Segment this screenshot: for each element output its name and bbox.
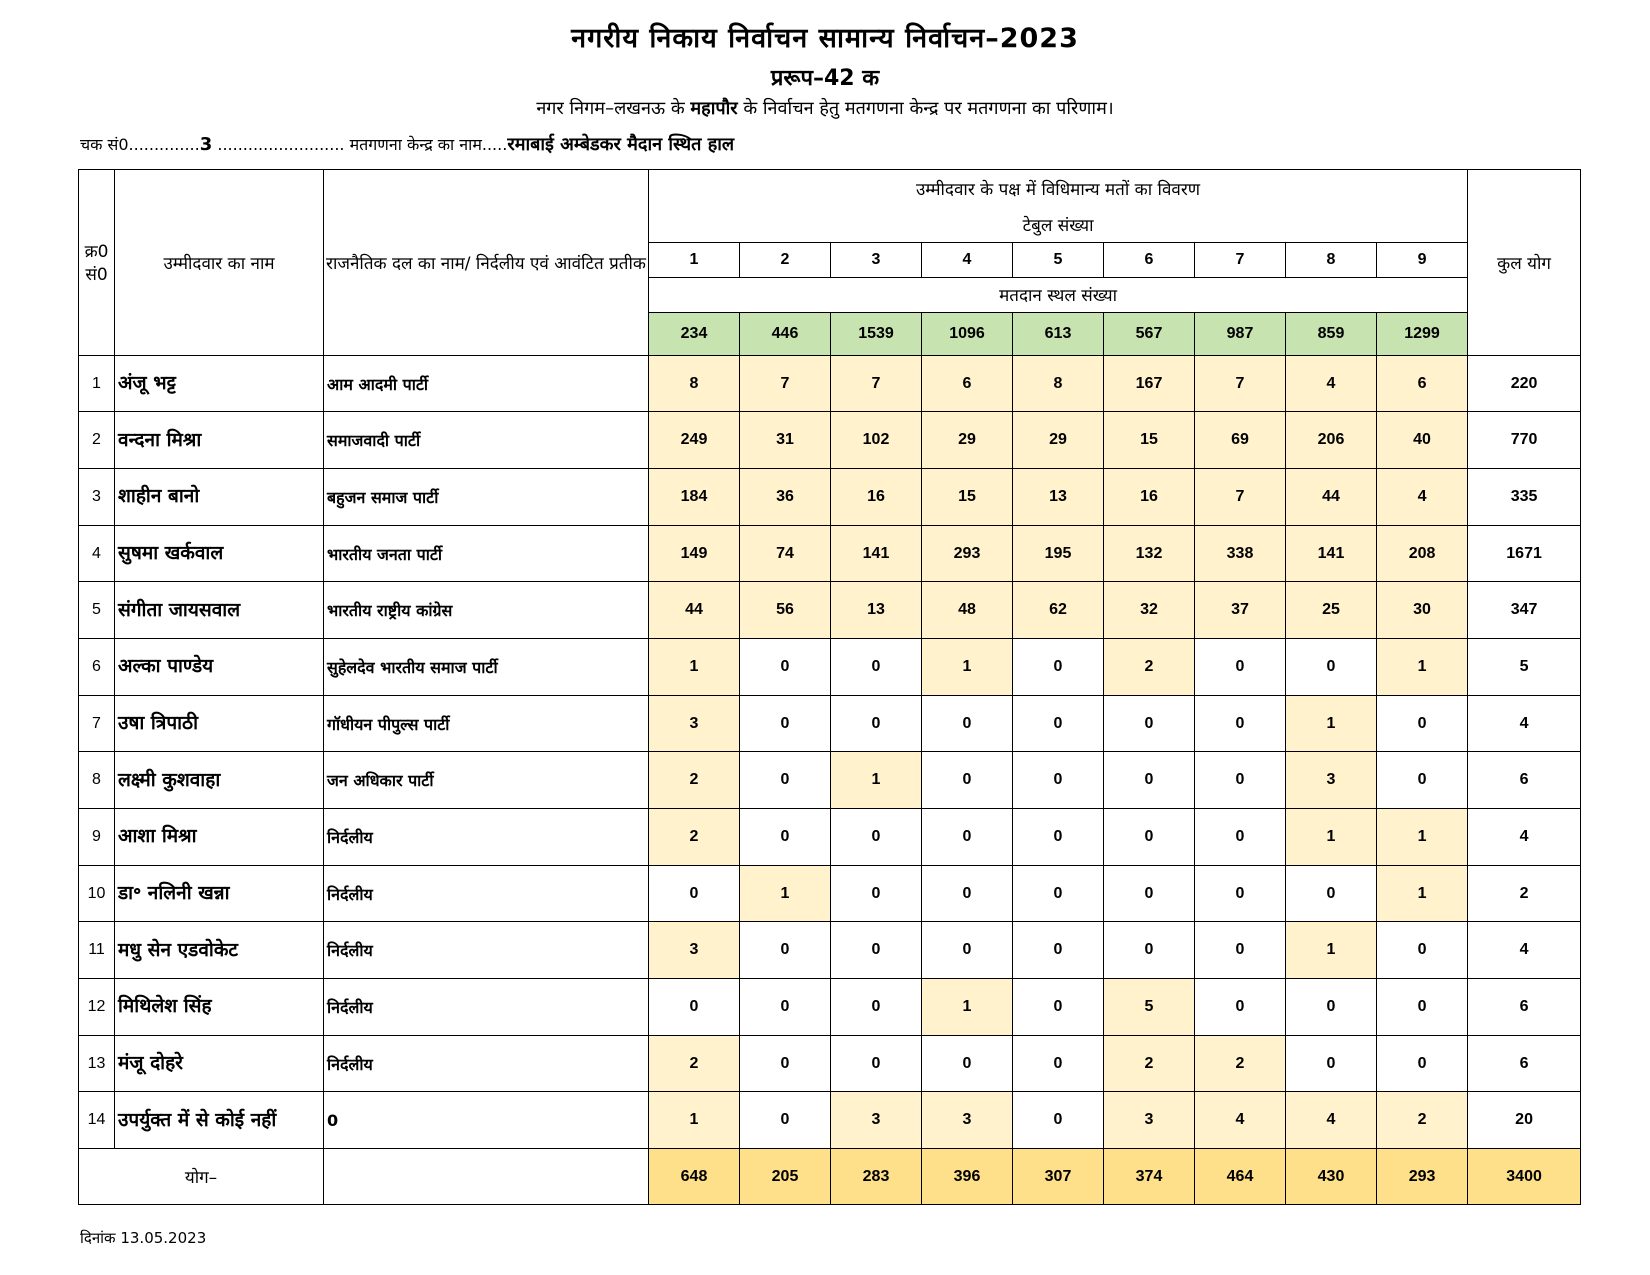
vote-cell: 1 [922,639,1013,696]
vote-cell: 0 [1195,752,1286,809]
vote-cell: 0 [740,1092,831,1149]
vote-cell: 16 [1104,469,1195,526]
vote-cell: 0 [922,922,1013,979]
row-sn: 5 [79,582,115,639]
vote-cell: 0 [922,809,1013,866]
vote-cell: 7 [831,355,922,412]
vote-cell: 32 [1104,582,1195,639]
vote-cell: 31 [740,412,831,469]
vote-cell: 338 [1195,525,1286,582]
vote-cell: 0 [1013,639,1104,696]
candidate-name: मिथिलेश सिंह [115,979,324,1036]
vote-cell: 3 [649,695,740,752]
vote-cell: 40 [1377,412,1468,469]
row-sn: 10 [79,865,115,922]
candidate-name: मंजू दोहरे [115,1035,324,1092]
vote-cell: 2 [1195,1035,1286,1092]
vote-cell: 2 [1104,1035,1195,1092]
table-number-9: 9 [1377,243,1468,278]
party-name: भारतीय राष्ट्रीय कांग्रेस [324,582,649,639]
table-row [79,865,1581,922]
party-name: बहुजन समाज पार्टी [324,469,649,526]
vote-cell: 3 [649,922,740,979]
candidate-name: शाहीन बानो [115,469,324,526]
row-total: 335 [1468,469,1581,526]
party-name: निर्दलीय [324,1035,649,1092]
vote-cell: 0 [1286,1035,1377,1092]
candidate-name: अंजू भट्ट [115,355,324,412]
row-sn: 11 [79,922,115,979]
table-row [79,809,1581,866]
candidate-name: आशा मिश्रा [115,809,324,866]
table-number-5: 5 [1013,243,1104,278]
row-sn: 14 [79,1092,115,1149]
vote-cell: 1 [1377,865,1468,922]
row-total: 4 [1468,922,1581,979]
row-sn: 6 [79,639,115,696]
vote-cell: 1 [831,752,922,809]
header-table-no-label: टेबुल संख्या [649,206,1468,243]
vote-cell: 1 [1377,809,1468,866]
vote-cell: 25 [1286,582,1377,639]
party-name: समाजवादी पार्टी [324,412,649,469]
vote-cell: 0 [1195,809,1286,866]
candidate-name: मधु सेन एडवोकेट [115,922,324,979]
column-total: 293 [1377,1149,1468,1205]
vote-cell: 2 [1104,639,1195,696]
vote-cell: 0 [1013,865,1104,922]
centre-label: ......................... मतगणना केन्द्र का नाम..... [212,135,508,154]
centre-value: रमाबाई अम्बेडकर मैदान स्थित हाल [507,134,735,155]
vote-cell: 0 [1104,809,1195,866]
party-name: आम आदमी पार्टी [324,355,649,412]
header-candidate-name: उम्मीदवार का नाम [115,170,324,356]
vote-cell: 5 [1104,979,1195,1036]
party-name: निर्दलीय [324,809,649,866]
row-sn: 2 [79,412,115,469]
vote-cell: 15 [922,469,1013,526]
vote-cell: 0 [740,1035,831,1092]
vote-cell: 0 [1286,865,1377,922]
vote-cell: 249 [649,412,740,469]
vote-cell: 0 [831,979,922,1036]
vote-cell: 0 [831,639,922,696]
vote-cell: 0 [1377,979,1468,1036]
row-total: 6 [1468,1035,1581,1092]
header-group-title: उम्मीदवार के पक्ष में विधिमान्य मतों का विवरण [649,170,1468,207]
vote-cell: 0 [649,979,740,1036]
vote-cell: 0 [831,922,922,979]
desc-pre: नगर निगम–लखनऊ के [536,98,691,119]
candidate-name: उपर्युक्त में से कोई नहीं [115,1092,324,1149]
candidate-name: उषा त्रिपाठी [115,695,324,752]
vote-cell: 29 [922,412,1013,469]
polling-station-6: 567 [1104,312,1195,355]
vote-cell: 2 [649,752,740,809]
table-row [79,355,1581,412]
row-total: 4 [1468,695,1581,752]
column-total: 464 [1195,1149,1286,1205]
vote-cell: 0 [1104,865,1195,922]
table-row [79,695,1581,752]
vote-cell: 0 [1377,1035,1468,1092]
party-name: भारतीय जनता पार्टी [324,525,649,582]
column-total: 430 [1286,1149,1377,1205]
candidate-name: लक्ष्मी कुशवाहा [115,752,324,809]
table-row [79,1092,1581,1149]
table-row [79,412,1581,469]
totals-row [79,1149,1581,1205]
table-row [79,752,1581,809]
results-table [78,169,1581,1205]
vote-cell: 0 [831,865,922,922]
vote-cell: 0 [649,865,740,922]
header-party: राजनैतिक दल का नाम/ निर्दलीय एवं आवंटित प्रतीक [324,170,649,356]
vote-cell: 0 [1377,922,1468,979]
vote-cell: 0 [831,1035,922,1092]
vote-cell: 0 [740,752,831,809]
vote-cell: 7 [1195,355,1286,412]
vote-cell: 7 [740,355,831,412]
vote-cell: 0 [1195,695,1286,752]
vote-cell: 0 [1195,979,1286,1036]
vote-cell: 208 [1377,525,1468,582]
table-row [79,582,1581,639]
vote-cell: 36 [740,469,831,526]
vote-cell: 0 [1104,922,1195,979]
header-sn: क्र0 सं0 [79,170,115,356]
candidate-name: सुषमा खर्कवाल [115,525,324,582]
vote-cell: 0 [740,922,831,979]
vote-cell: 0 [1013,922,1104,979]
round-label: चक सं0.............. [80,135,200,154]
row-total: 2 [1468,865,1581,922]
vote-cell: 74 [740,525,831,582]
vote-cell: 1 [649,639,740,696]
vote-cell: 0 [740,639,831,696]
polling-station-4: 1096 [922,312,1013,355]
table-number-8: 8 [1286,243,1377,278]
row-sn: 9 [79,809,115,866]
vote-cell: 0 [1286,639,1377,696]
party-name: 0 [324,1092,649,1149]
party-name: जन अधिकार पार्टी [324,752,649,809]
table-number-4: 4 [922,243,1013,278]
vote-cell: 2 [649,1035,740,1092]
vote-cell: 2 [1377,1092,1468,1149]
polling-station-9: 1299 [1377,312,1468,355]
polling-station-3: 1539 [831,312,922,355]
polling-station-8: 859 [1286,312,1377,355]
party-name: सुहेलदेव भारतीय समाज पार्टी [324,639,649,696]
column-total: 396 [922,1149,1013,1205]
column-total: 283 [831,1149,922,1205]
vote-cell: 4 [1195,1092,1286,1149]
vote-cell: 37 [1195,582,1286,639]
vote-cell: 0 [740,695,831,752]
header-total: कुल योग [1468,170,1581,356]
row-total: 770 [1468,412,1581,469]
table-row [79,979,1581,1036]
vote-cell: 167 [1104,355,1195,412]
polling-station-7: 987 [1195,312,1286,355]
vote-cell: 0 [1286,979,1377,1036]
vote-cell: 141 [831,525,922,582]
row-sn: 4 [79,525,115,582]
candidate-name: डा॰ नलिनी खन्ना [115,865,324,922]
table-number-7: 7 [1195,243,1286,278]
table-number-1: 1 [649,243,740,278]
row-sn: 7 [79,695,115,752]
vote-cell: 30 [1377,582,1468,639]
polling-station-1: 234 [649,312,740,355]
column-total: 648 [649,1149,740,1205]
page-title: नगरीय निकाय निर्वाचन सामान्य निर्वाचन–2023 [571,23,1079,54]
row-total: 347 [1468,582,1581,639]
row-total: 6 [1468,752,1581,809]
vote-cell: 1 [922,979,1013,1036]
vote-cell: 206 [1286,412,1377,469]
vote-cell: 0 [831,809,922,866]
column-total: 205 [740,1149,831,1205]
table-number-2: 2 [740,243,831,278]
vote-cell: 4 [1286,1092,1377,1149]
vote-cell: 0 [922,1035,1013,1092]
row-total: 220 [1468,355,1581,412]
vote-cell: 0 [1013,1092,1104,1149]
vote-cell: 0 [1195,639,1286,696]
vote-cell: 1 [740,865,831,922]
vote-cell: 0 [1104,695,1195,752]
vote-cell: 1 [1286,922,1377,979]
vote-cell: 0 [1013,1035,1104,1092]
vote-cell: 3 [831,1092,922,1149]
vote-cell: 0 [740,979,831,1036]
vote-cell: 184 [649,469,740,526]
vote-cell: 13 [1013,469,1104,526]
vote-cell: 0 [1013,809,1104,866]
vote-cell: 0 [1104,752,1195,809]
vote-cell: 149 [649,525,740,582]
vote-cell: 0 [1013,695,1104,752]
vote-cell: 44 [1286,469,1377,526]
row-total: 5 [1468,639,1581,696]
table-row [79,1035,1581,1092]
vote-cell: 102 [831,412,922,469]
vote-cell: 0 [922,695,1013,752]
desc-post: के निर्वाचन हेतु मतगणना केन्द्र पर मतगणना का परिणाम। [737,98,1114,119]
vote-cell: 0 [1377,695,1468,752]
table-row [79,922,1581,979]
vote-cell: 4 [1286,355,1377,412]
vote-cell: 2 [649,809,740,866]
vote-cell: 4 [1377,469,1468,526]
vote-cell: 132 [1104,525,1195,582]
vote-cell: 8 [649,355,740,412]
row-sn: 13 [79,1035,115,1092]
round-value: 3 [199,134,213,155]
desc-bold: महापौर [690,98,738,119]
polling-station-2: 446 [740,312,831,355]
row-sn: 3 [79,469,115,526]
candidate-name: संगीता जायसवाल [115,582,324,639]
header-polling-label: मतदान स्थल संख्या [649,278,1468,313]
table-number-3: 3 [831,243,922,278]
grand-total: 3400 [1468,1149,1581,1205]
polling-station-5: 613 [1013,312,1104,355]
row-total: 4 [1468,809,1581,866]
vote-cell: 13 [831,582,922,639]
vote-cell: 56 [740,582,831,639]
vote-cell: 1 [649,1092,740,1149]
vote-cell: 3 [1286,752,1377,809]
row-sn: 1 [79,355,115,412]
vote-cell: 7 [1195,469,1286,526]
vote-cell: 8 [1013,355,1104,412]
vote-cell: 293 [922,525,1013,582]
vote-cell: 0 [831,695,922,752]
row-sn: 12 [79,979,115,1036]
round-centre-line [80,132,734,156]
vote-cell: 29 [1013,412,1104,469]
footer-date: दिनांक 13.05.2023 [80,1229,207,1247]
vote-cell: 0 [1195,922,1286,979]
vote-cell: 1 [1377,639,1468,696]
vote-cell: 69 [1195,412,1286,469]
form-number: प्ररूप–42 क [770,66,880,91]
column-total: 374 [1104,1149,1195,1205]
table-row [79,469,1581,526]
vote-cell: 0 [1195,865,1286,922]
table-number-6: 6 [1104,243,1195,278]
vote-cell: 62 [1013,582,1104,639]
vote-cell: 195 [1013,525,1104,582]
party-name: गॉधीयन पीपुल्स पार्टी [324,695,649,752]
column-total: 307 [1013,1149,1104,1205]
vote-cell: 0 [922,865,1013,922]
vote-cell: 16 [831,469,922,526]
vote-cell: 44 [649,582,740,639]
page-description [0,96,1650,120]
row-sn: 8 [79,752,115,809]
vote-cell: 0 [1377,752,1468,809]
table-row [79,525,1581,582]
vote-cell: 1 [1286,695,1377,752]
vote-cell: 6 [1377,355,1468,412]
table-row [79,639,1581,696]
vote-cell: 3 [922,1092,1013,1149]
candidate-name: वन्दना मिश्रा [115,412,324,469]
vote-cell: 1 [1286,809,1377,866]
party-name: निर्दलीय [324,979,649,1036]
row-total: 6 [1468,979,1581,1036]
party-name: निर्दलीय [324,865,649,922]
vote-cell: 0 [740,809,831,866]
vote-cell: 0 [1013,979,1104,1036]
row-total: 20 [1468,1092,1581,1149]
vote-cell: 48 [922,582,1013,639]
vote-cell: 141 [1286,525,1377,582]
row-total: 1671 [1468,525,1581,582]
vote-cell: 6 [922,355,1013,412]
vote-cell: 0 [922,752,1013,809]
totals-party-blank [324,1149,649,1205]
vote-cell: 3 [1104,1092,1195,1149]
party-name: निर्दलीय [324,922,649,979]
totals-label: योग– [79,1149,324,1205]
vote-cell: 0 [1013,752,1104,809]
candidate-name: अल्का पाण्डेय [115,639,324,696]
vote-cell: 15 [1104,412,1195,469]
